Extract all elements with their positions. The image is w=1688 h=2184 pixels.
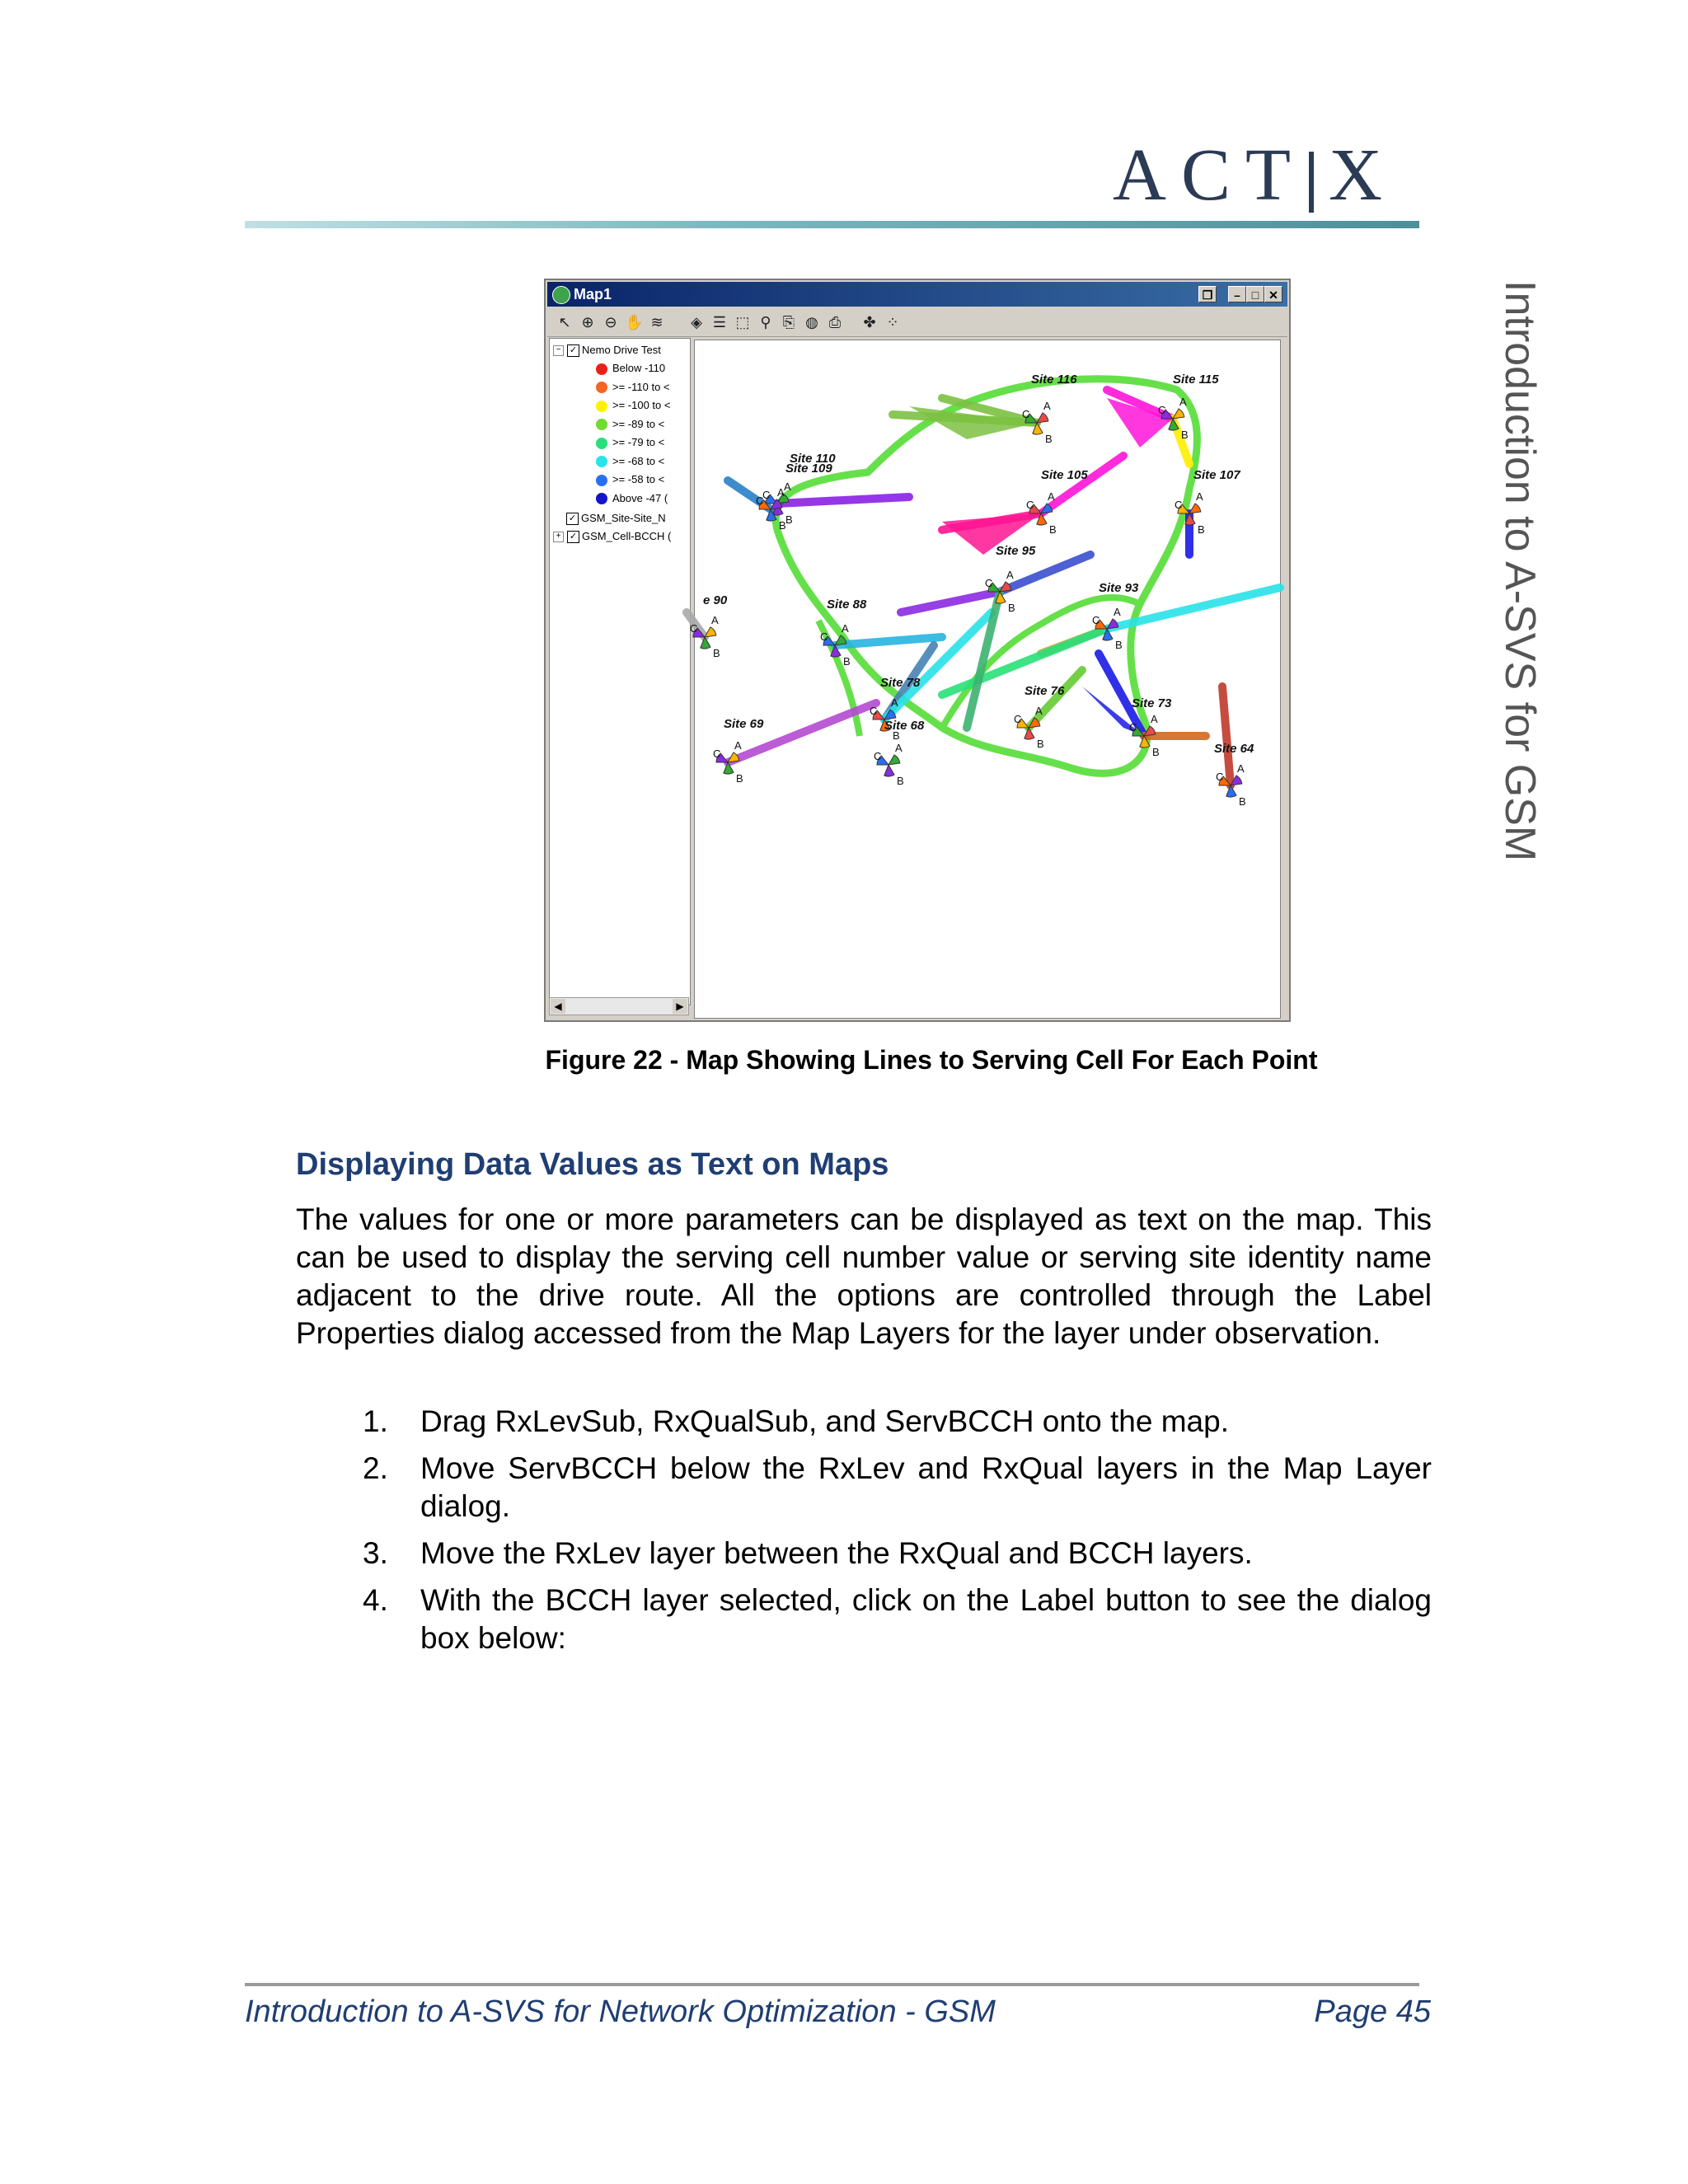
checkbox-checked-icon[interactable]: ✓: [567, 344, 579, 357]
site-label: Site 88: [827, 598, 867, 612]
legend-layer-cell-bcch[interactable]: + ✓ GSM_Cell-BCCH (: [553, 530, 671, 543]
checkbox-checked-icon[interactable]: ✓: [566, 513, 579, 525]
sector-label: A: [842, 622, 849, 635]
step-item: 2. Move ServBCCH below the RxLev and RxQual layers in the Map Layer dialog.: [363, 1451, 1432, 1523]
sector-wedge: [1189, 504, 1201, 513]
layers-refresh-icon[interactable]: ≋: [650, 314, 663, 330]
figure-caption: Figure 22 - Map Showing Lines to Serving Cell For Each Point: [545, 1045, 1318, 1075]
legend-item-label: >= -89 to <: [612, 417, 665, 430]
site-label: Site 95: [996, 544, 1036, 558]
pointer-icon[interactable]: ↖: [558, 314, 571, 330]
legend-color-dot-icon: [596, 419, 607, 430]
sector-label: C: [820, 630, 828, 643]
legend-color-dot-icon: [596, 401, 607, 412]
legend-item[interactable]: [596, 399, 670, 412]
sector-label: C: [1022, 408, 1030, 420]
sector-label: C: [713, 748, 721, 760]
legend-item[interactable]: [596, 436, 664, 449]
sector-label: C: [756, 494, 764, 507]
sector-label: C: [690, 622, 698, 635]
header-rule: [245, 221, 1419, 228]
section-heading: Displaying Data Values as Text on Maps: [296, 1147, 889, 1182]
map-window: [544, 279, 1291, 1022]
serving-cell-line: [1041, 456, 1123, 513]
sector-label: A: [734, 739, 742, 752]
site-label: Site 105: [1041, 468, 1088, 482]
drive-test-map: [690, 340, 1280, 1018]
sector-label: B: [1037, 738, 1044, 750]
sector-label: C: [762, 489, 771, 501]
sector-label: B: [1045, 433, 1053, 445]
sector-label: C: [874, 750, 882, 762]
legend-color-dot-icon: [596, 382, 607, 393]
zoom-in-icon[interactable]: ⊕: [581, 314, 594, 330]
page-number: Page 45: [1314, 1994, 1431, 2029]
expand-icon[interactable]: +: [553, 532, 564, 542]
body-paragraph: The values for one or more parameters can be displayed as text on the map. This can be used to display the serving cell number value or serving site identity name adjacent to the drive route. All the options are controlled through the Label Properties dialog accessed from the Map Layers for the layer under observation.: [296, 1202, 1432, 1350]
site-label: Site 93: [1099, 581, 1139, 595]
legend-item-label: >= -110 to <: [612, 380, 670, 393]
restore-button[interactable]: ❐: [1198, 286, 1217, 302]
site-label: Site 115: [1173, 373, 1219, 387]
site-label: Site 73: [1132, 696, 1172, 710]
sector-label: C: [1092, 614, 1100, 626]
scroll-left-icon[interactable]: ◀: [551, 999, 565, 1014]
sector-label: B: [1181, 429, 1189, 441]
site-label: Site 76: [1025, 684, 1065, 698]
serving-cell-line: [1222, 687, 1231, 785]
legend-root[interactable]: − ✓ Nemo Drive Test: [553, 344, 661, 357]
site-label: Site 69: [724, 717, 764, 731]
site-label: Site 64: [1214, 742, 1254, 756]
legend-layer-site-site[interactable]: ✓ GSM_Site-Site_N: [566, 512, 666, 525]
step-item: 1. Drag RxLevSub, RxQualSub, and ServBCCH onto the map.: [363, 1404, 1229, 1438]
legend-item-label: >= -79 to <: [612, 436, 665, 448]
copy-icon[interactable]: ⎘: [782, 314, 795, 330]
site-icon[interactable]: ✤: [863, 314, 876, 330]
legend-color-dot-icon: [596, 493, 607, 504]
sector-label: A: [1179, 396, 1187, 408]
sector-label: C: [1129, 721, 1137, 733]
pan-hand-icon[interactable]: ✋: [625, 314, 644, 330]
zoom-out-icon[interactable]: ⊖: [604, 314, 617, 330]
sector-label: C: [1026, 499, 1034, 511]
side-title: Introduction to A-SVS for GSM: [1496, 280, 1544, 862]
map-legend-tree: [549, 338, 691, 1005]
site-label: Site 107: [1193, 468, 1240, 482]
site-label: Site 109: [785, 462, 832, 476]
sector-wedge: [705, 627, 716, 637]
legend-item-label: Above -47 (: [612, 491, 668, 504]
map-view[interactable]: [690, 340, 1281, 1019]
legend-item-label: >= -100 to <: [612, 399, 671, 411]
step-item: 3. Move the RxLev layer between the RxQual and BCCH layers.: [363, 1536, 1253, 1570]
legend-color-dot-icon: [596, 363, 607, 375]
sector-label: A: [895, 742, 903, 754]
sector-label: B: [1239, 795, 1246, 808]
map-toolbar: [547, 308, 1287, 337]
step-item: 4. With the BCCH layer selected, click on the Label button to see the dialog box below:: [363, 1583, 1432, 1655]
sector-label: B: [893, 729, 900, 742]
print-icon[interactable]: ⎙: [828, 314, 842, 330]
checkbox-checked-icon[interactable]: ✓: [567, 531, 579, 543]
legend-item[interactable]: [596, 418, 664, 431]
site-label: Site 68: [884, 719, 925, 733]
legend-item[interactable]: [596, 455, 664, 468]
site-label: e 90: [703, 593, 728, 607]
sector-label: A: [1035, 705, 1043, 717]
site-label: Site 110: [790, 452, 836, 466]
globe-icon: [552, 286, 570, 304]
sector-wedge: [1037, 413, 1048, 423]
sector-label: A: [711, 614, 719, 626]
sector-label: A: [1237, 762, 1245, 775]
footer-rule: [245, 1983, 1419, 1986]
legend-item-label: Below -110: [612, 362, 666, 374]
scroll-right-icon[interactable]: ▶: [673, 999, 687, 1014]
sector-label: B: [779, 519, 786, 532]
legend-horizontal-scrollbar[interactable]: [549, 997, 689, 1015]
legend-color-dot-icon: [596, 475, 607, 486]
legend-item-label: >= -58 to <: [612, 473, 665, 485]
legend-item[interactable]: [596, 381, 670, 394]
legend-color-dot-icon: [596, 438, 607, 449]
map-window-title: Map1: [574, 286, 612, 302]
sector-label: B: [843, 655, 851, 668]
sector-label: B: [897, 775, 904, 787]
sector-label: B: [736, 772, 743, 785]
globe-layer-icon[interactable]: ◍: [805, 314, 818, 330]
close-button[interactable]: ✕: [1264, 286, 1282, 302]
sector-label: B: [1008, 602, 1015, 614]
legend-color-dot-icon: [596, 456, 607, 467]
actix-logo: ACT X: [1113, 134, 1397, 216]
sector-label: A: [1114, 606, 1121, 618]
sector-label: B: [713, 647, 720, 659]
site-label: Site 78: [880, 676, 921, 690]
sector-wedge: [1107, 619, 1118, 629]
sector-label: C: [1158, 404, 1166, 416]
sector-label: B: [1115, 639, 1123, 651]
sector-label: A: [784, 480, 791, 493]
sector-label: A: [891, 696, 898, 709]
serving-cell-line: [777, 497, 909, 504]
serving-cell-line: [835, 637, 942, 645]
map-layers-icon[interactable]: ◈: [691, 314, 702, 330]
sector-label: B: [785, 513, 793, 526]
sector-label: C: [1216, 771, 1224, 783]
sector-label: B: [1198, 523, 1205, 536]
sector-label: A: [1048, 490, 1055, 503]
legend-item[interactable]: [596, 362, 665, 375]
find-icon[interactable]: ⚲: [760, 314, 771, 330]
serving-cell-line: [901, 592, 1000, 612]
sector-label: B: [1152, 746, 1160, 758]
footer-title: Introduction to A-SVS for Network Optimization - GSM: [245, 1994, 996, 2029]
legend-item[interactable]: [596, 492, 668, 505]
legend-item[interactable]: [596, 473, 664, 486]
scatter-icon[interactable]: ⁘: [886, 314, 899, 330]
sector-label: C: [985, 577, 993, 589]
sector-label: A: [1006, 569, 1014, 581]
sector-label: A: [1196, 490, 1203, 503]
sector-wedge: [1173, 409, 1184, 419]
sector-label: C: [1014, 713, 1022, 725]
site-label: Site 116: [1031, 373, 1077, 387]
sector-label: A: [1043, 400, 1051, 412]
sector-label: C: [1175, 499, 1183, 511]
sector-label: B: [1049, 523, 1057, 536]
select-region-icon[interactable]: ⬚: [735, 314, 750, 330]
legend-icon[interactable]: ☰: [712, 314, 727, 330]
serving-cell-line: [728, 703, 876, 762]
legend-item-label: >= -68 to <: [612, 454, 665, 467]
sector-label: A: [1151, 713, 1158, 725]
sector-label: A: [777, 486, 785, 499]
sector-wedge: [884, 765, 894, 776]
collapse-icon[interactable]: −: [553, 345, 564, 356]
sector-label: C: [870, 705, 878, 717]
minimize-button[interactable]: –: [1228, 286, 1246, 302]
steps-list: [363, 1403, 1432, 1666]
sector-wedge: [889, 755, 900, 765]
map-window-titlebar: [547, 282, 1287, 307]
maximize-button[interactable]: □: [1246, 286, 1264, 302]
